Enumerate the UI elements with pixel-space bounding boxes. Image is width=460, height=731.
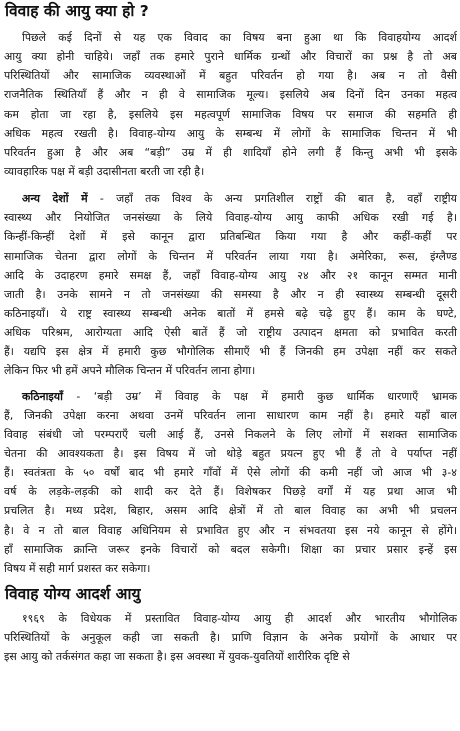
text-line: किन्हीं-किन्हीं देशों में इसे कानून द्वारा प्रतिबन्धित किया गया है और कहीं-कहीं पर (4, 230, 457, 244)
text-line: व्यावहारिक पक्ष में बड़ी उदासीनता बरती जा रही है। (4, 164, 205, 178)
text-line: अधिक परिश्रम, आरोग्यता आदि ऐसी बातें हैं जो राष्ट्रीय उत्पादन क्षमता को प्रभावित करती (4, 326, 457, 340)
paragraph (4, 387, 457, 578)
text-line: कम होता जा रहा है, इसलिये इस महत्वपूर्ण सामाजिक विषय पर समाज की सहमति ही (4, 107, 457, 121)
paragraph (4, 189, 457, 380)
paragraph (4, 28, 457, 181)
text-line: चेतना की आवश्यकता है। इस विषय में जो थोड़े बहुत प्रयत्न हुए भी हैं तो वे पर्याप्त नहीं (4, 446, 457, 460)
text-line: परिस्थितियों के अनुकूल कही जा सकती है। प्राणि विज्ञान के अनेक प्रयोगों के आधार पर (4, 631, 457, 645)
text-line: आयु क्या होनी चाहिये। जहाँ तक हमारे पुराने धार्मिक ग्रन्थों और विचारों का प्रश्न है तो अब (4, 50, 457, 64)
text-line: है। वे न तो बाल विवाह अधिनियम से प्रभावित हुए और न संभवतया इस नये कानून से होंगे। (4, 523, 457, 537)
text-line: कठिनाइयाँ। ये राष्ट्र स्वास्थ्य सम्बन्धी अनेक बातों में हमसे बढ़े चढ़े हुए हैं। काम के घण्टे, (4, 306, 457, 320)
paragraph (4, 609, 457, 666)
section-heading-marriage-age: विवाह की आयु क्या हो ? (5, 2, 149, 20)
text-line: लेकिन फिर भी हमें अपने मौलिक चिन्तन में परिवर्तन लाना होगा। (4, 364, 256, 378)
text-line: विवाह संबंधी जो परम्पराएँ चली आई हैं, उनसे निकलने के लिए लोगों में सशक्त सामाजिक (4, 427, 457, 441)
text-line: कठिनाइयाँ - ‘बड़ी उम्र’ में विवाह के पक्ष में हमारी कुछ धार्मिक धारणाएँ भ्रामक (22, 389, 457, 403)
text-line: हैं, जिनकी उपेक्षा करना अथवा उनमें परिवर्तन लाना साधारण काम नहीं है। हमारे यहाँ बाल (4, 408, 457, 422)
section-heading-ideal-marriage-age: विवाह योग्य आदर्श आयु (5, 584, 141, 603)
text-line: सामाजिक चेतना द्वारा लोगों के चिन्तन में परिवर्तन लाया गया है। अमेरिका, रूस, इंग्लैण्ड (4, 249, 457, 263)
text-line: विषय में सही मार्ग प्रशस्त कर सकेगा। (4, 561, 151, 575)
text-line: स्वास्थ्य और नियोजित जनसंख्या के लिये विवाह-योग्य आयु काफी अधिक रखी गई है। (4, 211, 457, 225)
text-line: परिस्थितियों और सामाजिक व्यवस्थाओं में बहुत परिवर्तन हो गया है। अब न तो वैसी (4, 69, 457, 83)
text-line: जाती है। उनके सामने न तो जनसंख्या की समस्या है और न ही स्वास्थ्य सम्बन्धी दूसरी (4, 287, 457, 301)
text-line: आदि के उदाहरण हमारे समक्ष हैं, जहाँ विवाह-योग्य आयु २४ और २१ कानून सम्मत मानी (4, 268, 457, 282)
text-line: पिछले कई दिनों से यह एक विवाद का विषय बना हुआ था कि विवाहयोग्य आदर्श (22, 31, 457, 44)
text-line: हैं। यद्यपि इस क्षेत्र में हमारी कुछ भौगोलिक सीमाएँ भी हैं जिनकी हम उपेक्षा नहीं कर सकते (4, 345, 457, 359)
text-line: अधिक महत्व रखती है। विवाह-योग्य आयु के सम्बन्ध में लोगों के सामाजिक चिन्तन में भी (4, 126, 457, 140)
text-line: राजनैतिक स्थितियाँ हैं और न ही वे सामाजिक मूल्य। इसलिये अब दिनों दिन उनका महत्व (4, 88, 457, 102)
text-line: हैं। स्वतंत्रता के ५० वर्षों बाद भी हमारे गाँवों में ऐसे लोगों की कमी नहीं जो आज भी ३-४ (4, 466, 457, 480)
text-line: परिवर्तन हुआ है और अब “बड़ी” उम्र में ही शादियाँ होने लगी हैं किन्तु अभी भी इसके (4, 145, 457, 159)
text-line: प्रचलित है। मध्य प्रदेश, बिहार, असम आदि क्षेत्रों में तो बाल विवाह का अभी भी प्रचलन (4, 504, 457, 518)
text-line: हाँ सामाजिक क्रान्ति जरूर इनके विचारों को बदल सकेगी। शिक्षा का प्रचार प्रसार इन्हें इस (4, 542, 457, 556)
text-line: इस आयु को तर्कसंगत कहा जा सकता है। इस अवस्था में युवक-युवतियों शारीरिक दृष्टि से (4, 650, 350, 664)
text-line: १९६९ के विधेयक में प्रस्तावित विवाह-योग्य आयु ही आदर्श और भारतीय भौगोलिक (22, 611, 457, 625)
text-line: वर्ष के लड़के-लड़की को शादी कर देते हैं। विशेषकर पिछड़े वर्गों में यह प्रथा आज भी (4, 485, 457, 499)
text-line: अन्य देशों में - जहाँ तक विश्व के अन्य प्रगतिशील राष्ट्रों की बात है, वहाँ राष्ट्रीय (22, 192, 457, 206)
